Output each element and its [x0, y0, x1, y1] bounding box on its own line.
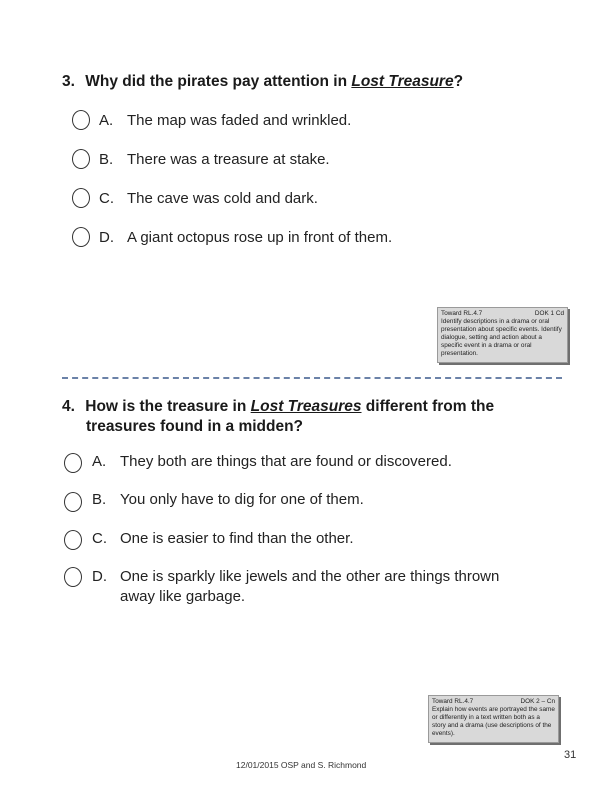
answer-bubble-4d[interactable] — [64, 567, 82, 587]
standard-box-q4 — [428, 695, 559, 743]
dok-level: DOK 1 Cd — [534, 310, 564, 317]
answer-bubble-3b[interactable] — [72, 149, 90, 169]
answer-bubble-3d[interactable] — [72, 227, 90, 247]
choice-4c: C. One is easier to find than the other. — [92, 530, 354, 547]
answer-bubble-4c[interactable] — [64, 530, 82, 550]
page-number: 31 — [564, 749, 577, 761]
choice-4b: B. You only have to dig for one of them. — [92, 491, 364, 508]
choice-4a: A. They both are things that are found or discovered. — [92, 453, 452, 470]
section-divider — [62, 377, 562, 379]
answer-bubble-3a[interactable] — [72, 110, 90, 130]
standard-description: Identify descriptions in a drama or oral presentation about specific events. Identify dialogue, setting and action about a specific event in a drama or oral presentation. — [441, 318, 562, 357]
choice-4d: D. One is sparkly like jewels and the other are things thrown away like garbage. — [92, 568, 500, 605]
footer-credit: 12/01/2015 OSP and S. Richmond — [236, 760, 367, 770]
question-3-stem: 3. Why did the pirates pay attention in Lost Treasure? — [62, 73, 464, 90]
answer-bubble-4b[interactable] — [64, 492, 82, 512]
choice-3c: C. The cave was cold and dark. — [99, 190, 318, 207]
question-4-number: 4. — [62, 398, 75, 415]
answer-bubble-3c[interactable] — [72, 188, 90, 208]
answer-bubble-4a[interactable] — [64, 453, 82, 473]
choice-3a: A. The map was faded and wrinkled. — [99, 112, 352, 129]
question-4-title: Lost Treasures — [250, 398, 362, 415]
choice-3d: D. A giant octopus rose up in front of them. — [99, 229, 393, 246]
standard-code: Toward RL.4.7 — [432, 698, 474, 705]
question-4-stem: 4. How is the treasure in Lost Treasures different from the treasures found in a midden? — [62, 398, 495, 435]
standard-description: Explain how events are portrayed the same or differently in a text written both as a story and a drama (use descriptions of the events). — [432, 706, 555, 737]
dok-level: DOK 2 – Cn — [520, 698, 555, 705]
question-3-title: Lost Treasure — [351, 73, 454, 90]
choice-3b: B. There was a treasure at stake. — [99, 151, 330, 168]
standard-code: Toward RL.4.7 — [441, 310, 483, 317]
question-3-number: 3. — [62, 73, 75, 90]
standard-box-q3 — [437, 307, 568, 363]
